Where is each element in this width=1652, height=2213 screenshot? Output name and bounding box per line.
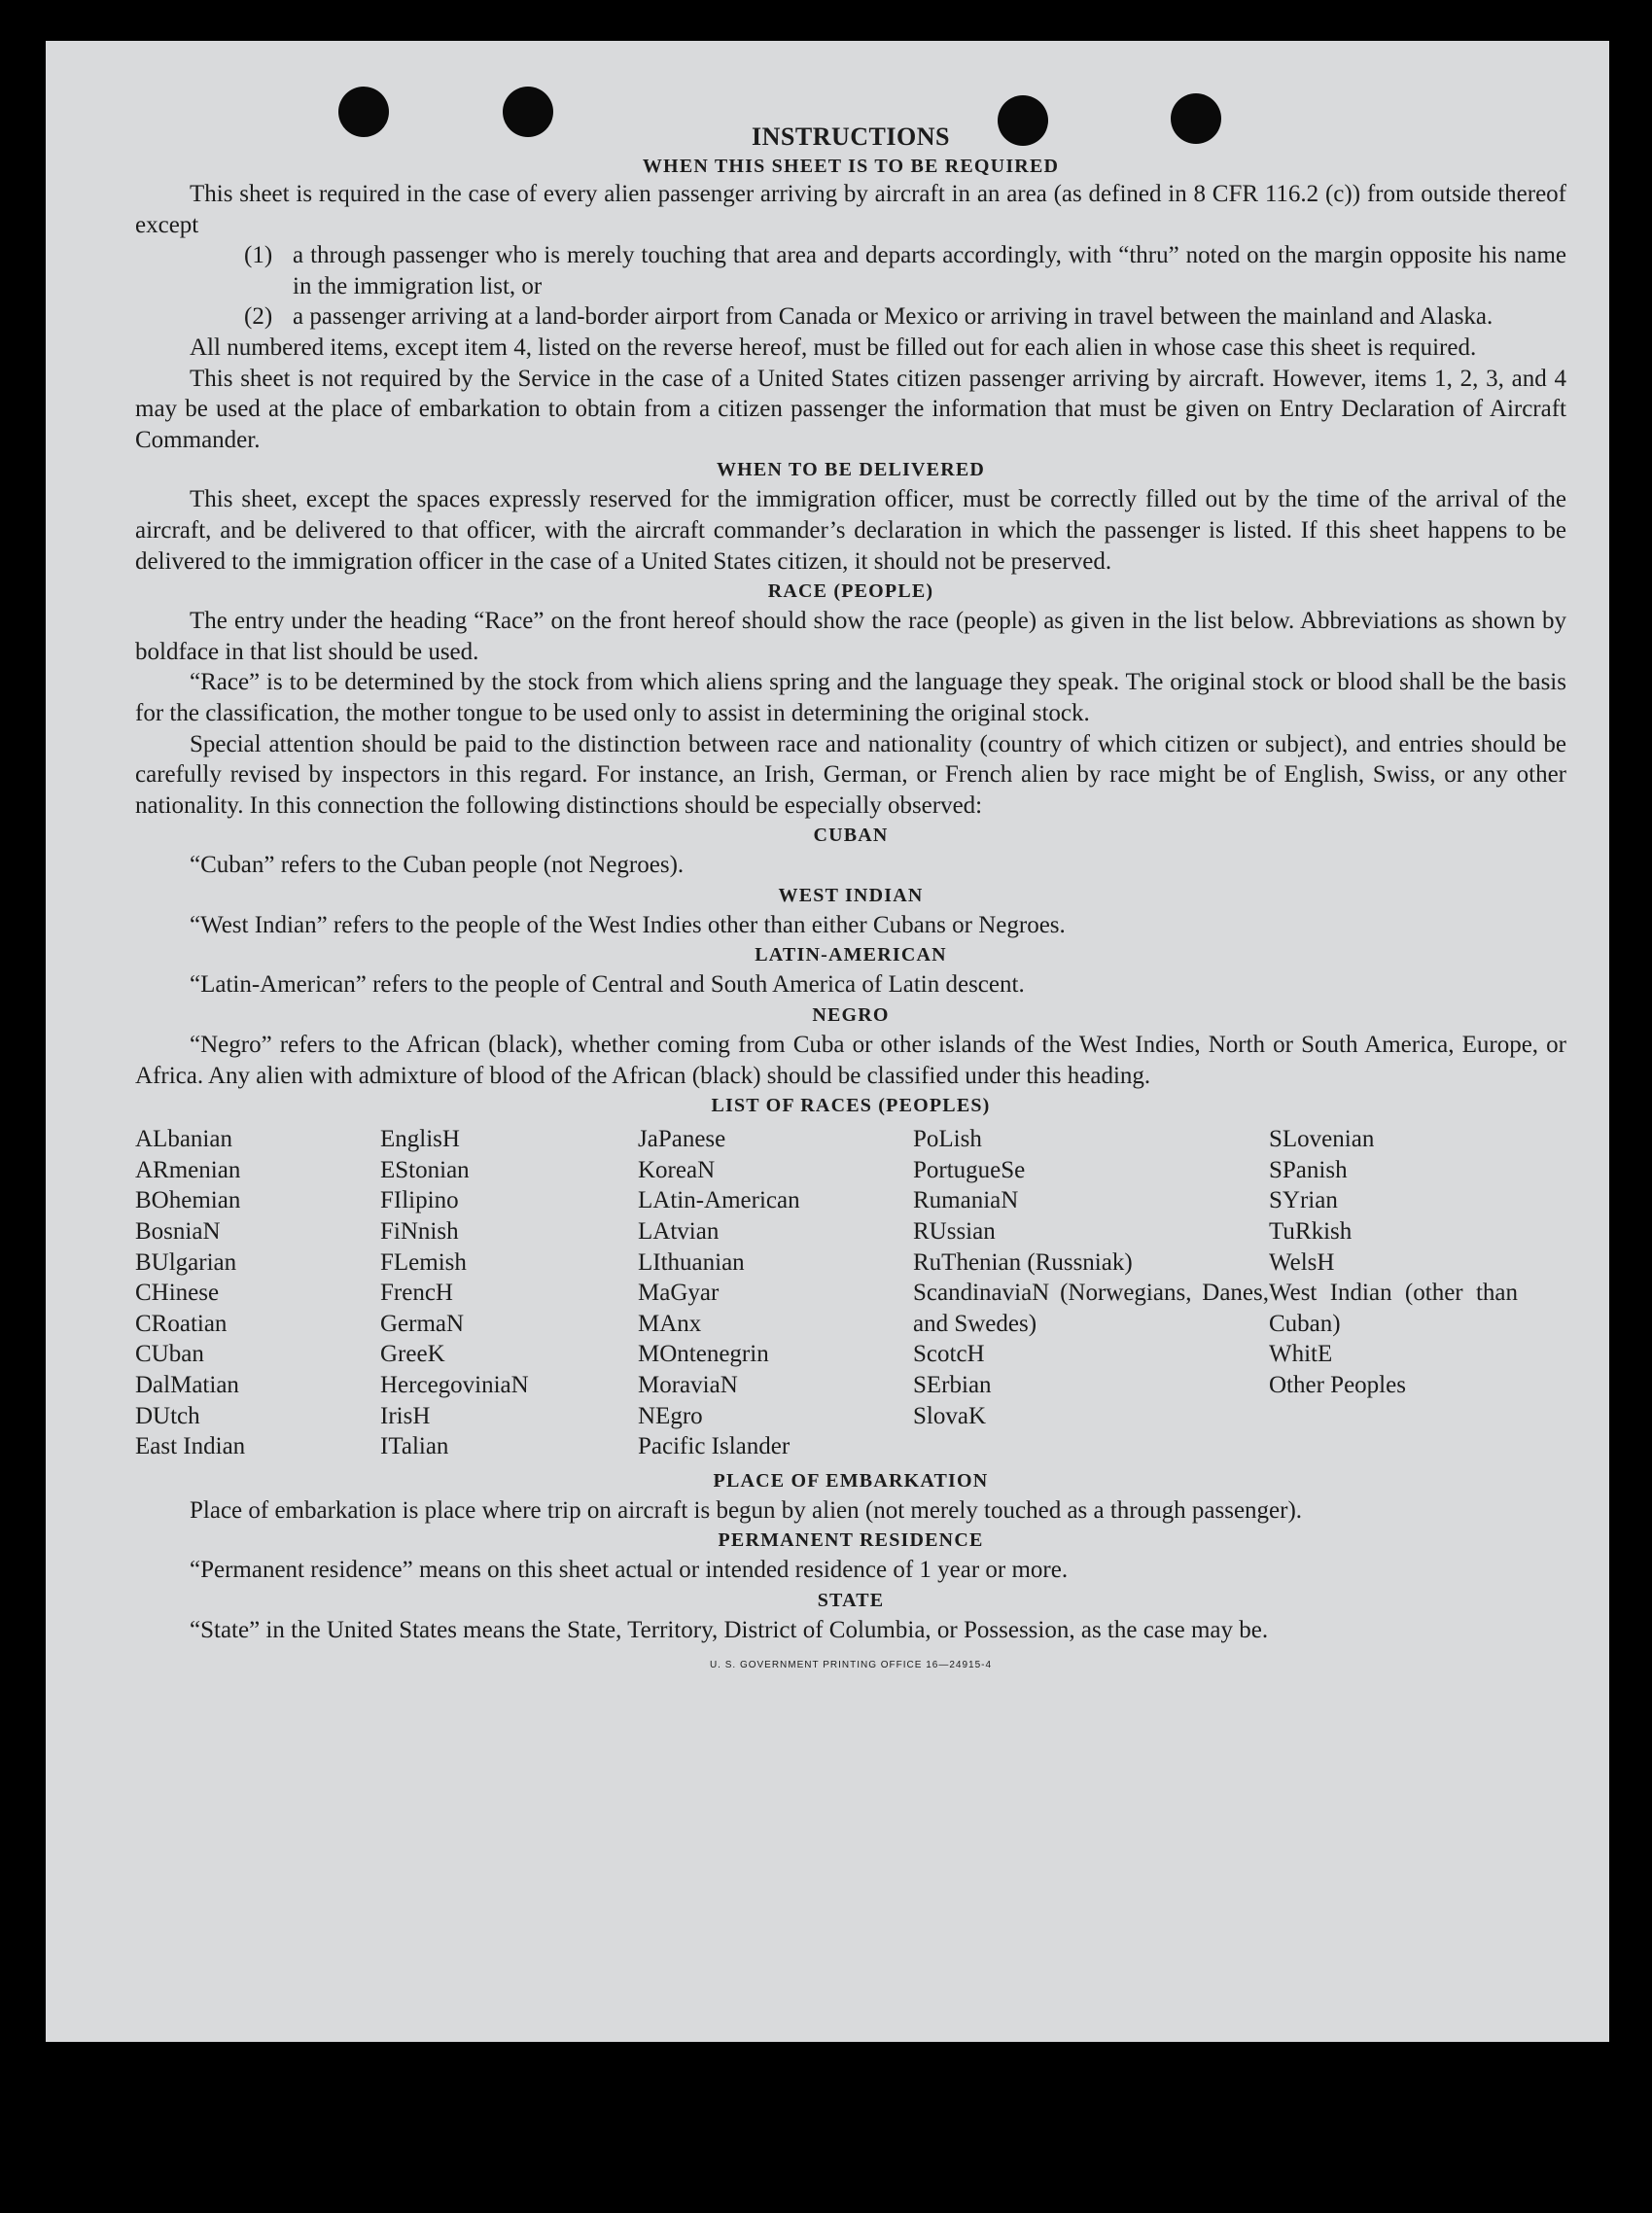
item-number: (1): [244, 242, 273, 269]
race-entry: MAnx: [638, 1310, 702, 1337]
race-entry: LIthuanian: [638, 1248, 745, 1276]
race-entry: ARmenian: [135, 1156, 241, 1183]
printing-office-footer: U. S. GOVERNMENT PRINTING OFFICE 16—24915-4: [709, 1659, 993, 1670]
race-paragraph-1: The entry under the heading “Race” on the front hereof should show the race (people) as given in the list below. Abbreviations as shown by boldface in that list should be used.: [135, 608, 1566, 665]
heading-embarkation: PLACE OF EMBARKATION: [713, 1469, 989, 1492]
race-entry: IrisH: [380, 1402, 431, 1429]
race-entry: ITalian: [380, 1433, 449, 1460]
item-text: a through passenger who is merely touching that area and departs accordingly, with “thru” noted on the margin opposite his name in the immigration list, or: [293, 242, 1566, 299]
race-entry: WhitE: [1269, 1341, 1333, 1368]
race-entry: FIlipino: [380, 1187, 459, 1214]
residence-definition: “Permanent residence” means on this sheet actual or intended residence of 1 year or more.: [190, 1557, 1069, 1584]
race-entry: JaPanese: [638, 1126, 726, 1153]
required-intro: This sheet is required in the case of every alien passenger arriving by aircraft in an area (as defined in 8 CFR 116.2 (c)) from outside thereof except: [135, 181, 1566, 238]
race-entry: GreeK: [380, 1341, 445, 1368]
race-entry: Other Peoples: [1269, 1372, 1406, 1398]
races-list: [135, 1124, 1566, 1462]
race-entry: GermaN: [380, 1310, 465, 1337]
race-entry: SErbian: [913, 1372, 992, 1398]
race-entry: BOhemian: [135, 1187, 241, 1214]
race-entry: NEgro: [638, 1402, 703, 1429]
heading-negro: NEGRO: [812, 1004, 890, 1027]
race-entry: PortugueSe: [913, 1156, 1026, 1183]
race-entry: DUtch: [135, 1402, 200, 1429]
race-entry: RumaniaN: [913, 1187, 1019, 1214]
race-entry: SlovaK: [913, 1402, 986, 1429]
heading-latin-american: LATIN-AMERICAN: [755, 944, 947, 966]
race-entry: East Indian: [135, 1433, 246, 1460]
race-entry: EStonian: [380, 1156, 470, 1183]
item-text: a passenger arriving at a land-border airport from Canada or Mexico or arriving in travel between the mainland and Alaska.: [293, 303, 1494, 331]
heading-list-of-races: LIST OF RACES (PEOPLES): [711, 1095, 991, 1117]
race-entry: LAtvian: [638, 1218, 720, 1246]
race-entry: MOntenegrin: [638, 1341, 769, 1368]
race-entry: SLovenian: [1269, 1126, 1375, 1153]
race-entry: SPanish: [1269, 1156, 1348, 1183]
latin-american-definition: “Latin-American” refers to the people of Central and South America of Latin descent.: [190, 971, 1025, 999]
race-entry: CUban: [135, 1341, 204, 1368]
heading-race: RACE (PEOPLE): [767, 580, 934, 603]
race-entry: West Indian (other than Cuban): [1269, 1280, 1518, 1337]
race-entry: ScotcH: [913, 1341, 985, 1368]
negro-definition: “Negro” refers to the African (black), whether coming from Cuba or other islands of the West Indies, North or South America, Europe, or Africa. Any alien with admixture of blood of the African (black) should be classified under this heading.: [135, 1032, 1566, 1089]
citizen-paragraph: This sheet is not required by the Service in the case of a United States citizen passenger arriving by aircraft. However, items 1, 2, 3, and 4 may be used at the place of embarkation to obtain from a citizen passenger the information that must be given on Entry Declaration of Aircraft Commander.: [135, 365, 1566, 453]
heading-west-indian: WEST INDIAN: [778, 884, 924, 906]
embarkation-definition: Place of embarkation is place where trip on aircraft is begun by alien (not merely touched as a through passenger).: [190, 1496, 1303, 1524]
delivered-paragraph: This sheet, except the spaces expressly reserved for the immigration officer, must be correctly filled out by the time of the arrival of the aircraft, and be delivered to that officer, with the aircraft commander’s declaration in which the passenger is listed. If this sheet happens to be delivered to the immigration officer in the case of a United States citizen, it should not be preserved.: [135, 486, 1566, 575]
heading-cuban: CUBAN: [813, 825, 889, 847]
race-entry: FLemish: [380, 1248, 467, 1276]
west-indian-definition: “West Indian” refers to the people of the West Indies other than either Cubans or Negroes.: [190, 911, 1066, 938]
race-entry: FrencH: [380, 1280, 453, 1307]
race-entry: CRoatian: [135, 1310, 228, 1337]
exception-item-1: [135, 240, 1566, 301]
race-paragraph-2: “Race” is to be determined by the stock from which aliens spring and the language they speak. The original stock or blood shall be the basis for the classification, the mother tongue to be used only to assist in determining the original stock.: [135, 669, 1566, 726]
heading-when-required: WHEN THIS SHEET IS TO BE REQUIRED: [642, 156, 1060, 177]
races-column: [380, 1124, 638, 1462]
exception-item-2: [135, 301, 1566, 333]
race-entry: SYrian: [1269, 1187, 1338, 1214]
cuban-definition: “Cuban” refers to the Cuban people (not Negroes).: [190, 852, 685, 879]
races-column: [1269, 1124, 1518, 1462]
races-column: [135, 1124, 380, 1462]
race-entry: RUssian: [913, 1218, 996, 1246]
race-entry: TuRkish: [1269, 1218, 1353, 1246]
race-entry: DalMatian: [135, 1372, 239, 1398]
race-entry: HercegoviniaN: [380, 1372, 529, 1398]
numbered-items-paragraph: All numbered items, except item 4, listed on the reverse hereof, must be filled out for each alien in whose case this sheet is required.: [190, 334, 1477, 361]
race-entry: WelsH: [1269, 1248, 1335, 1276]
race-entry: Pacific Islander: [638, 1433, 791, 1460]
heading-state: STATE: [817, 1589, 885, 1611]
item-number: (2): [244, 303, 273, 331]
heading-when-delivered: WHEN TO BE DELIVERED: [716, 459, 986, 481]
races-column: [638, 1124, 913, 1462]
document-page: [46, 41, 1609, 2042]
state-definition: “State” in the United States means the State, Territory, District of Columbia, or Possession, as the case may be.: [190, 1616, 1269, 1643]
main-heading: INSTRUCTIONS: [752, 123, 950, 151]
race-entry: LAtin-American: [638, 1187, 800, 1214]
heading-residence: PERMANENT RESIDENCE: [718, 1529, 984, 1552]
race-entry: MaGyar: [638, 1280, 720, 1307]
instructions-content: [135, 121, 1566, 1670]
race-entry: ScandinaviaN (Norwegians, Danes, and Swedes): [913, 1280, 1269, 1337]
race-entry: KoreaN: [638, 1156, 716, 1183]
race-entry: CHinese: [135, 1280, 220, 1307]
race-entry: FiNnish: [380, 1218, 459, 1246]
race-paragraph-3: Special attention should be paid to the distinction between race and nationality (country of which citizen or subject), and entries should be carefully revised by inspectors in this regard. For instance, an Irish, German, or French alien by race might be of English, Swiss, or any other nationality. In this connection the following distinctions should be especially observed:: [135, 730, 1566, 819]
race-entry: ALbanian: [135, 1126, 232, 1153]
race-entry: RuThenian (Russniak): [913, 1248, 1133, 1276]
races-column: [913, 1124, 1269, 1462]
race-entry: BUlgarian: [135, 1248, 237, 1276]
race-entry: BosniaN: [135, 1218, 221, 1246]
race-entry: EnglisH: [380, 1126, 460, 1153]
race-entry: MoraviaN: [638, 1372, 738, 1398]
race-entry: PoLish: [913, 1126, 982, 1153]
